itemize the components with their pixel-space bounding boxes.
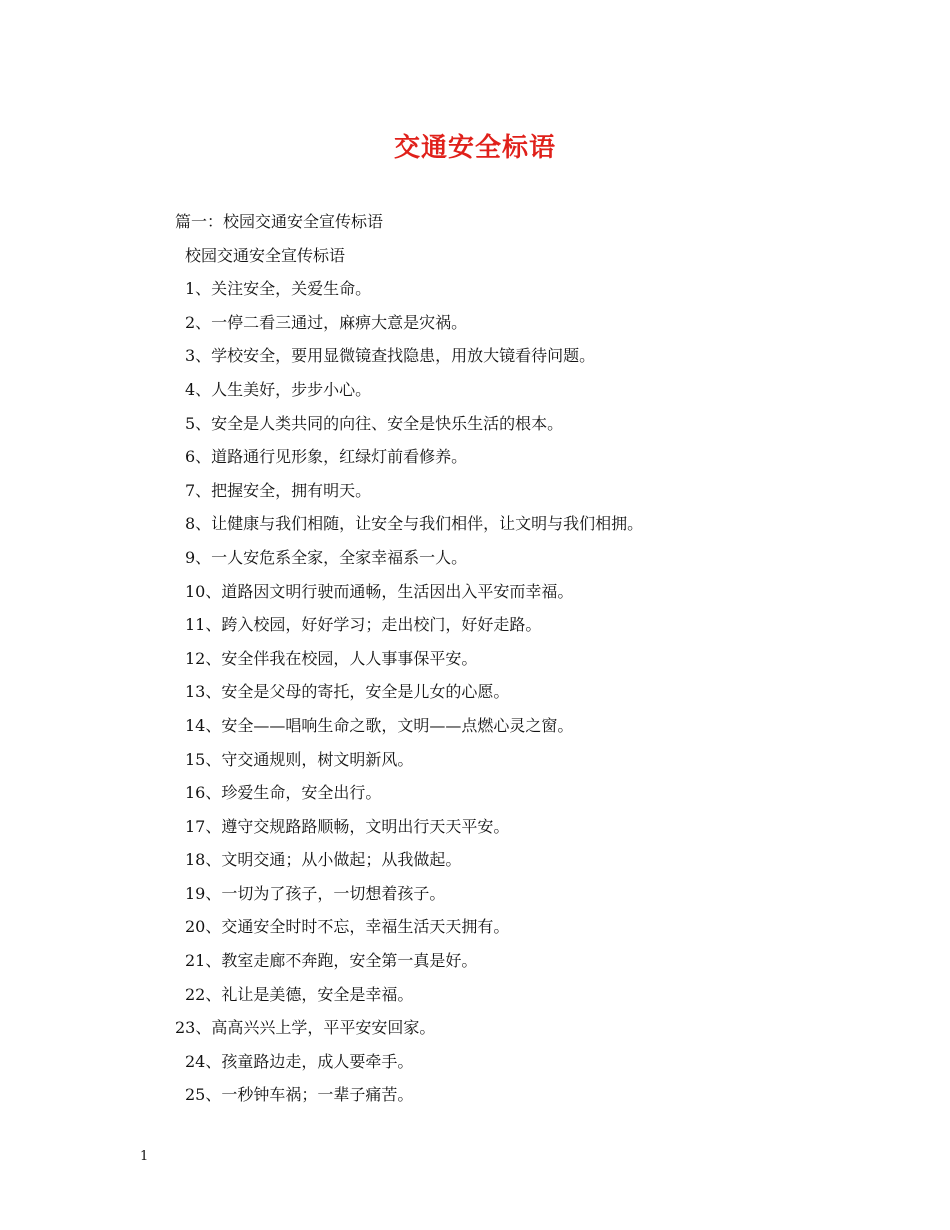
list-item: 24、孩童路边走，成人要牵手。 — [185, 1051, 414, 1071]
list-item: 18、文明交通；从小做起；从我做起。 — [185, 850, 462, 870]
list-item: 20、交通安全时时不忘，幸福生活天天拥有。 — [185, 917, 510, 937]
list-item: 22、礼让是美德，安全是幸福。 — [185, 984, 414, 1004]
list-item: 9、一人安危系全家，全家幸福系一人。 — [185, 547, 468, 567]
list-item: 16、珍爱生命，安全出行。 — [185, 783, 382, 803]
list-item: 8、让健康与我们相随，让安全与我们相伴，让文明与我们相拥。 — [185, 514, 644, 534]
list-item: 3、学校安全，要用显微镜查找隐患，用放大镜看待问题。 — [185, 346, 596, 366]
document-title: 交通安全标语 — [393, 133, 556, 163]
list-item: 1、关注安全，关爱生命。 — [185, 279, 372, 299]
list-item: 7、把握安全，拥有明天。 — [185, 480, 372, 500]
section-heading: 篇一：校园交通安全宣传标语 — [175, 212, 384, 231]
list-item: 14、安全——唱响生命之歌，文明——点燃心灵之窗。 — [185, 715, 574, 735]
list-item: 10、道路因文明行驶而通畅，生活因出入平安而幸福。 — [185, 581, 574, 601]
list-item: 2、一停二看三通过，麻痹大意是灾祸。 — [185, 312, 468, 332]
document-body — [175, 205, 895, 1112]
page-number: 1 — [140, 1149, 149, 1164]
list-item: 13、安全是父母的寄托，安全是儿女的心愿。 — [185, 682, 510, 702]
list-item: 19、一切为了孩子，一切想着孩子。 — [185, 883, 446, 903]
list-item: 17、遵守交规路路顺畅，文明出行天天平安。 — [185, 816, 510, 836]
list-item: 11、跨入校园，好好学习；走出校门，好好走路。 — [185, 615, 542, 635]
list-item: 15、守交通规则，树文明新风。 — [185, 749, 414, 769]
list-item: 23、高高兴兴上学，平平安安回家。 — [175, 1018, 436, 1038]
list-item: 5、安全是人类共同的向往、安全是快乐生活的根本。 — [185, 413, 564, 433]
list-item: 25、一秒钟车祸；一辈子痛苦。 — [185, 1085, 414, 1105]
list-item: 12、安全伴我在校园，人人事事保平安。 — [185, 648, 478, 668]
subheading: 校园交通安全宣传标语 — [185, 245, 346, 265]
list-item: 6、道路通行见形象，红绿灯前看修养。 — [185, 447, 468, 467]
list-item: 21、教室走廊不奔跑，安全第一真是好。 — [185, 951, 478, 971]
list-item: 4、人生美好，步步小心。 — [185, 379, 372, 399]
